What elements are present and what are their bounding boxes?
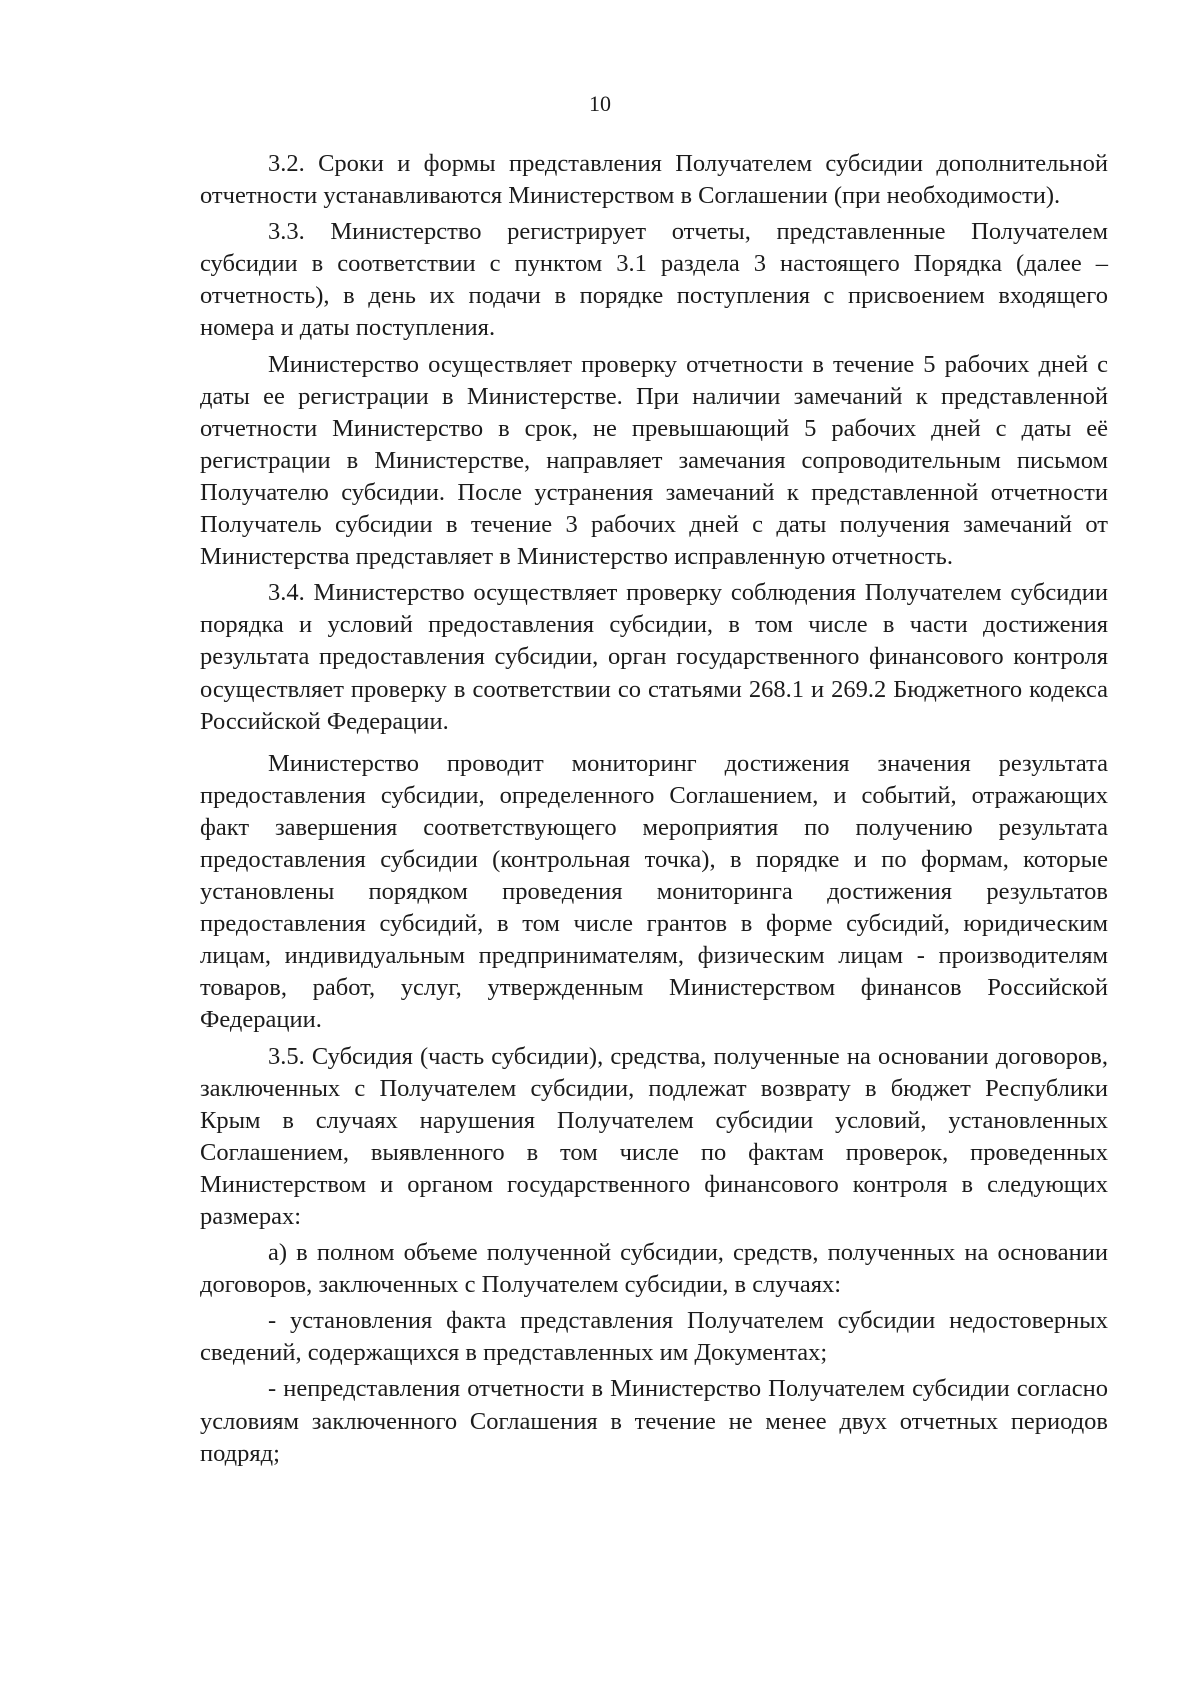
- paragraph-dash-1: - установления факта представления Получателем субсидии недостоверных сведений, содержащихся в представленных им Документах;: [200, 1307, 1108, 1367]
- paragraph-monitoring: Министерство проводит мониторинг достижения значения результата предоставления субсидии, определенного Соглашением, и событий, отражающих факт завершения соответствующего мероприятия по получению результата предоставления субсидии (контрольная точка), в порядке и по формам, которые установлены порядком проведения мониторинга достижения результатов предоставления субсидий, в том числе грантов в форме субсидий, юридическим лицам, индивидуальным предпринимателям, физическим лицам - производителям товаров, работ, услуг, утвержденным Министерством финансов Российской Федерации.: [200, 749, 1108, 1034]
- paragraph-item-a: а) в полном объеме полученной субсидии, средств, полученных на основании договоров, заключенных с Получателем субсидии, в случаях:: [200, 1239, 1108, 1299]
- paragraph-3-4: 3.4. Министерство осуществляет проверку соблюдения Получателем субсидии порядка и условий предоставления субсидии, в том числе в части достижения результата предоставления субсидии, орган государственного финансового контроля осуществляет проверку в соответствии со статьями 268.1 и 269.2 Бюджетного кодекса Российской Федерации.: [200, 579, 1108, 735]
- paragraph-3-2: 3.2. Сроки и формы представления Получателем субсидии дополнительной отчетности устанавливаются Министерством в Соглашении (при необходимости).: [200, 150, 1108, 210]
- paragraph-3-3: 3.3. Министерство регистрирует отчеты, представленные Получателем субсидии в соответствии с пунктом 3.1 раздела 3 настоящего Порядка (далее – отчетность), в день их подачи в порядке поступления с присвоением входящего номера и даты поступления.: [200, 218, 1108, 342]
- document-body: [200, 148, 1108, 1470]
- paragraph-3-5: 3.5. Субсидия (часть субсидии), средства, полученные на основании договоров, заключенных с Получателем субсидии, подлежат возврату в бюджет Республики Крым в случаях нарушения Получателем субсидии условий, установленных Соглашением, выявленного в том числе по фактам проверок, проведенных Министерством и органом государственного финансового контроля в следующих размерах:: [200, 1042, 1108, 1230]
- paragraph-dash-2: - непредставления отчетности в Министерство Получателем субсидии согласно условиям заключенного Соглашения в течение не менее двух отчетных периодов подряд;: [200, 1375, 1108, 1467]
- page-number: 10: [589, 91, 611, 116]
- paragraph-verification: Министерство осуществляет проверку отчетности в течение 5 рабочих дней с даты ее регистрации в Министерстве. При наличии замечаний к представленной отчетности Министерство в срок, не превышающий 5 рабочих дней с даты её регистрации в Министерстве, направляет замечания сопроводительным письмом Получателю субсидии. После устранения замечаний к представленной отчетности Получатель субсидии в течение 3 рабочих дней с даты получения замечаний от Министерства представляет в Министерство исправленную отчетность.: [200, 350, 1108, 571]
